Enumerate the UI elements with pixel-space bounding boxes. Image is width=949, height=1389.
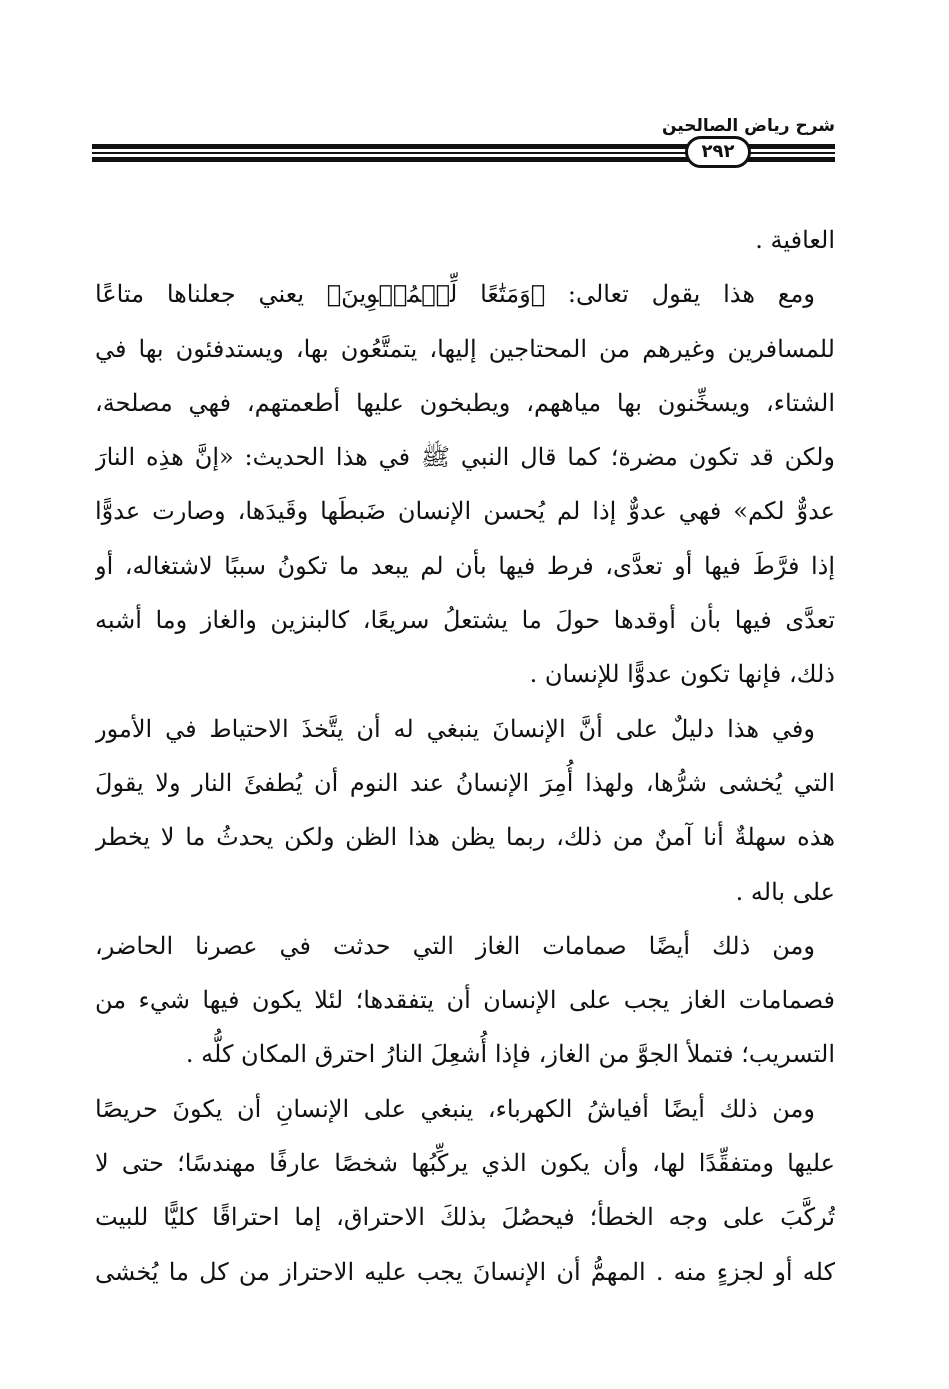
text-line: ولكن قد تكون مضرة؛ كما قال النبي ﷺ في هذا الحديث: «إنَّ هذِه النارَ [95,443,835,472]
text-line: عليها ومتفقِّدًا لها، وأن يكون الذي يركِّبُها شخصًا عارفًا مهندسًا؛ حتى لا [95,1149,835,1178]
text-line: التسريب؛ فتملأ الجوَّ من الغاز، فإذا أُشعِلَ النارُ احترق المكان كلُّه . [185,1040,835,1069]
text-line: وفي هذا دليلٌ على أنَّ الإنسانَ ينبغي له أن يتَّخذَ الاحتياط في الأمور [95,714,815,743]
page-number: ٢٩٢ [685,136,751,168]
text-line: للمسافرين وغيرهم من المحتاجين إليها، يتمتَّعُون بها، ويستدفئون بها في [95,334,835,363]
text-line: هذه سهلةٌ أنا آمنٌ من ذلك، ربما يظن هذا الظن ولكن يحدثُ ما لا يخطر [95,823,835,852]
text-line: فصمامات الغاز يجب على الإنسان أن يتفقدها؛ لئلا يكون فيها شيء من [95,986,835,1015]
text-line: العافية . [755,226,835,254]
text-line: تعدَّى فيها بأن أوقدها حولَ ما يشتعلُ سريعًا، كالبنزين والغاز وما أشبه [95,606,835,635]
text-line: إذا فرَّطَ فيها أو تعدَّى، فرط فيها بأن لم يبعد ما تكونُ سببًا لاشتغاله، أو [95,551,835,580]
text-line: الشتاء، ويسخِّنون بها مياههم، ويطبخون عليها أطعمتهم، فهي مصلحة، [95,388,835,417]
text-line: ومع هذا يقول تعالى: ﴿وَمَتَٰعًا لِّلۡمُقۡوِينَ﴾ يعني جعلناها متاعًا [95,280,815,309]
text-line: التي يُخشى شرُّها، ولهذا أُمِرَ الإنسانُ عند النوم أن يُطفئَ النار ولا يقولَ [95,768,835,797]
text-line: عدوٌّ لكم» فهي عدوٌّ إذا لم يُحسن الإنسان ضَبطَها وقَيدَها، وصارت عدوًّا [95,497,835,526]
text-line: على باله . [735,877,835,906]
text-line: ومن ذلك أيضًا صمامات الغاز التي حدثت في عصرنا الحاضر، [95,931,815,960]
text-line: ومن ذلك أيضًا أفياشُ الكهرباء، ينبغي على الإنسانِ أن يكونَ حريصًا [95,1094,815,1123]
book-title: شرح رياض الصالحين [661,116,835,136]
text-line: ذلك، فإنها تكون عدوًّا للإنسان . [529,660,835,689]
text-line: كله أو لجزءٍ منه . المهمُّ أن الإنسانَ يجب عليه الاحتراز من كل ما يُخشى [95,1257,835,1286]
text-line: تُركَّبَ على وجه الخطأ؛ فيحصُلَ بذلكَ الاحتراق، إما احتراقًا كليًّا للبيت [95,1203,835,1232]
page-header [92,116,835,176]
page-body [95,208,835,1294]
